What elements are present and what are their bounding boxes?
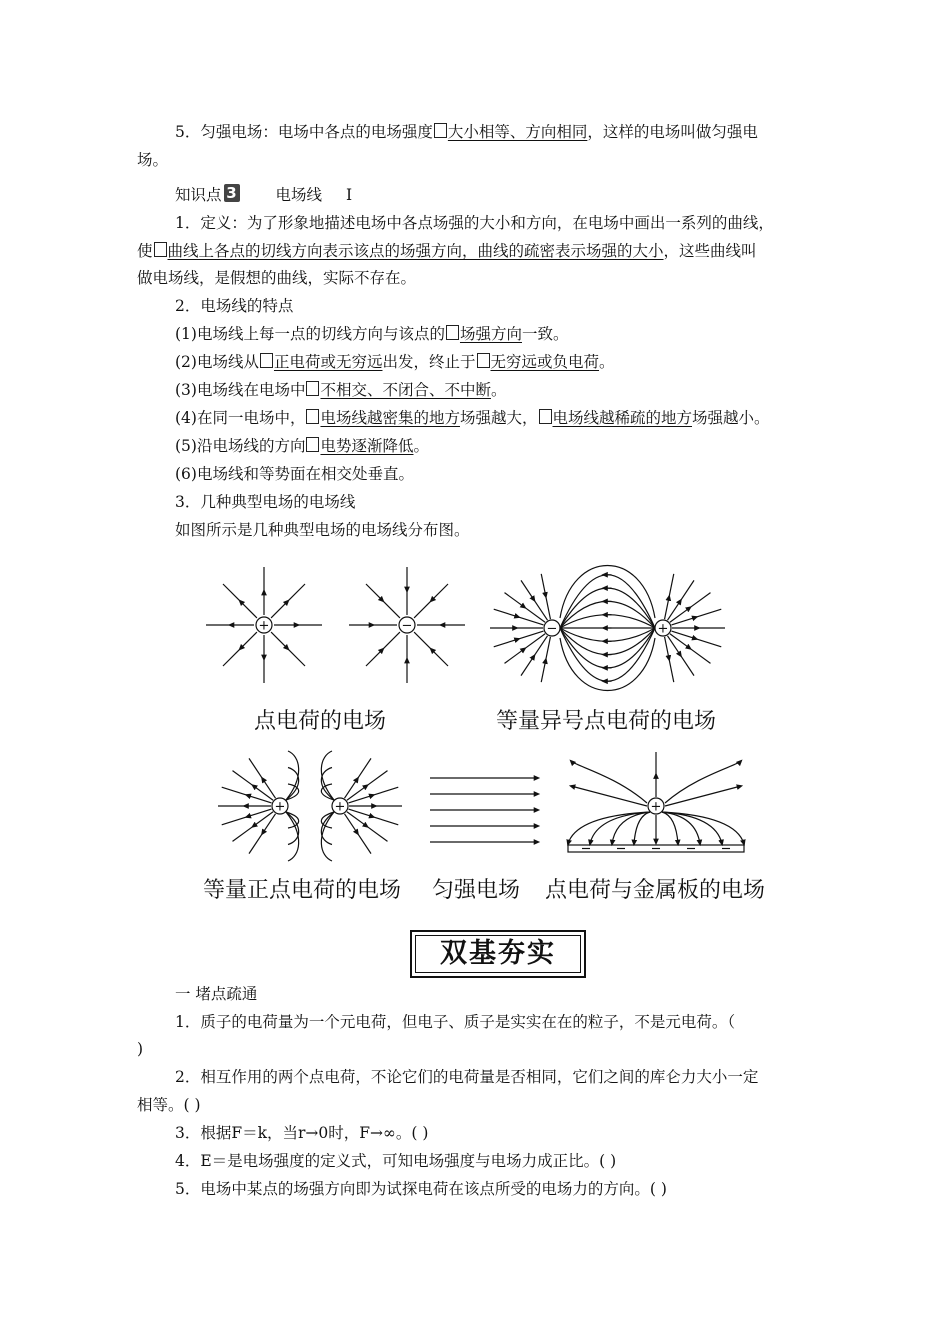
- field-line: [665, 786, 741, 806]
- text: 场强越大，: [459, 409, 538, 427]
- text: ，这样的电场叫做匀强电: [587, 123, 758, 141]
- field-line: [223, 632, 257, 666]
- positive-charge-sign: +: [657, 621, 669, 637]
- text: 相等。( ): [137, 1096, 201, 1114]
- kp-number-badge: 3: [224, 184, 240, 202]
- field-line: [494, 609, 544, 625]
- field-line: [662, 812, 700, 844]
- field-line: [612, 812, 650, 844]
- text: 一 堵点疏通: [175, 985, 258, 1003]
- answer-text: 正电荷或无穷远: [273, 353, 383, 371]
- field-line: [321, 751, 334, 800]
- field-line: [271, 632, 305, 666]
- text: (5)沿电场线的方向: [175, 437, 306, 455]
- question-2: [137, 1063, 865, 1091]
- answer-text: 电势逐渐降低: [320, 437, 414, 455]
- text: 。: [413, 437, 429, 455]
- text: 一致。: [521, 325, 569, 343]
- answer-text: 电场线越密集的地方: [320, 409, 460, 427]
- field-line: [568, 812, 650, 844]
- caption-charge-plate: 点电荷与金属板的电场: [545, 878, 766, 903]
- question-5: [137, 1175, 865, 1203]
- field-line: [286, 751, 299, 800]
- field-line: [348, 787, 398, 803]
- field-line: [348, 809, 398, 825]
- answer-text: 无穷远或负电荷: [490, 353, 600, 371]
- text: 4．E＝是电场强度的定义式，可知电场强度与电场力成正比。( ): [175, 1152, 617, 1170]
- text: 1．质子的电荷量为一个元电荷，但电子、质子是实实在在的粒子，不是元电荷。（: [175, 1013, 736, 1031]
- field-line: [321, 812, 334, 861]
- text: 。: [490, 381, 507, 399]
- field-line: [222, 787, 272, 803]
- question-1-cont: [137, 1035, 827, 1063]
- field-line: [286, 812, 299, 861]
- text: 3．根据F＝k，当r→0时，F→∞。( ): [175, 1124, 429, 1142]
- field-line: [571, 761, 647, 803]
- text: 做电场线，是假想的曲线，实际不存在。: [137, 269, 417, 287]
- field-line: [662, 812, 744, 844]
- text: (4)在同一电场中，: [175, 409, 306, 427]
- field-line: [560, 638, 655, 691]
- field-line: [571, 786, 647, 806]
- field-line: [665, 761, 741, 803]
- positive-charge-sign: +: [258, 618, 270, 634]
- field-line: [271, 584, 305, 618]
- text: ，这些曲线叫: [663, 242, 757, 260]
- field-line: [590, 812, 650, 844]
- question-2-cont: [137, 1091, 827, 1119]
- section-title: 双基夯实: [415, 935, 581, 973]
- text: (3)电场线在电场中: [175, 381, 306, 399]
- text: 2．相互作用的两个点电荷，不论它们的电荷量是否相同，它们之间的库仑力大小一定: [175, 1068, 759, 1086]
- field-line: [366, 584, 400, 618]
- caption-equal-positive: 等量正点电荷的电场: [203, 878, 402, 903]
- text: (6)电场线和等势面在相交处垂直。: [175, 465, 414, 483]
- section-title-box: [410, 930, 586, 978]
- answer-text: 不相交、不闭合、不中断: [320, 381, 491, 399]
- field-line: [662, 812, 722, 844]
- field-line: [560, 588, 655, 628]
- text: 3．几种典型电场的电场线: [175, 493, 356, 511]
- negative-charge-sign: −: [546, 621, 558, 637]
- question-4: [137, 1147, 865, 1175]
- field-line: [560, 566, 655, 619]
- field-line: [560, 628, 655, 668]
- field-line: [662, 812, 678, 844]
- text: 1．定义：为了形象地描述电场中各点场强的大小和方向，在电场中画出一系列的曲线，: [175, 214, 774, 232]
- field-line: [560, 615, 655, 628]
- field-line: [671, 609, 721, 625]
- question-1: [137, 1008, 865, 1036]
- question-3: [137, 1119, 865, 1147]
- caption-point-charge: 点电荷的电场: [254, 709, 387, 734]
- answer-text: 场强方向: [459, 325, 522, 343]
- field-line: [634, 812, 650, 844]
- text: 5．电场中某点的场强方向即为试探电荷在该点所受的电场力的方向。( ): [175, 1180, 667, 1198]
- text: 场强越小。: [692, 409, 770, 427]
- field-line: [366, 632, 400, 666]
- negative-charge-sign: −: [401, 618, 413, 634]
- drill-heading: [137, 980, 865, 1008]
- kp-title: 电场线: [275, 186, 323, 204]
- field-line: [494, 631, 544, 647]
- text: (1)电场线上每一点的切线方向与该点的: [175, 325, 445, 343]
- text: (2)电场线从: [175, 353, 259, 371]
- text: 。: [599, 353, 615, 371]
- kp-label: 知识点: [175, 186, 222, 204]
- answer-text: 曲线上各点的切线方向表示该点的场强方向，曲线的疏密表示场强的大小: [167, 242, 664, 260]
- text: 出发，终止于: [382, 353, 476, 371]
- text: 2．电场线的特点: [175, 297, 294, 315]
- positive-charge-sign: +: [334, 799, 346, 815]
- answer-text: 大小相等、方向相同: [447, 123, 588, 141]
- text: 使: [137, 242, 153, 260]
- positive-charge-sign: +: [650, 799, 662, 815]
- field-line: [414, 632, 448, 666]
- field-line: [414, 584, 448, 618]
- field-line: [223, 584, 257, 618]
- text: 如图所示是几种典型电场的电场线分布图。: [175, 521, 470, 539]
- text: ): [137, 1040, 144, 1058]
- positive-charge-sign: +: [274, 799, 286, 815]
- caption-uniform: 匀强电场: [432, 878, 521, 903]
- field-line: [222, 809, 272, 825]
- answer-text: 电场线越稀疏的地方: [552, 409, 693, 427]
- text: 5．匀强电场：电场中各点的电场强度: [175, 123, 433, 141]
- kp-level: Ⅰ: [346, 186, 353, 204]
- field-line: [560, 628, 655, 641]
- caption-opposite-charges: 等量异号点电荷的电场: [496, 709, 717, 734]
- field-line: [671, 631, 721, 647]
- text: 场。: [137, 151, 169, 169]
